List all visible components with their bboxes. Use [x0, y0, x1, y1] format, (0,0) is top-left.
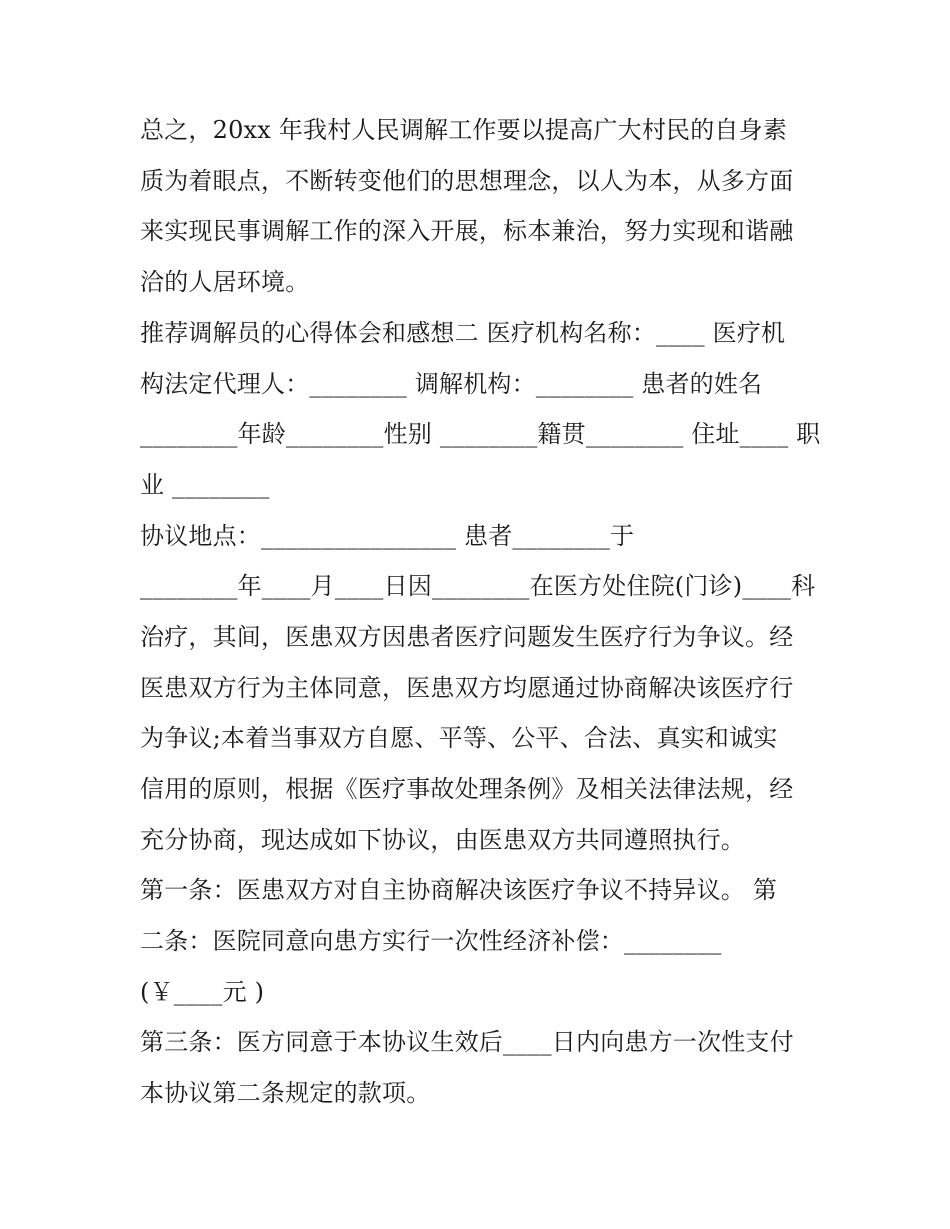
- text-line: ________年____月____日因________在医方处住院(门诊)____科: [140, 572, 816, 600]
- text-line: 充分协商，现达成如下协议，由医患双方共同遵照执行。: [140, 826, 745, 854]
- text-line: 第三条：医方同意于本协议生效后____日内向患方一次性支付: [140, 1028, 794, 1056]
- text-line: 推荐调解员的心得体会和感想二 医疗机构名称：____ 医疗机: [140, 319, 786, 347]
- text-line: 信用的原则，根据《医疗事故处理条例》及相关法律法规，经: [140, 775, 794, 803]
- text-line: 为争议;本着当事双方自愿、平等、公平、合法、真实和诚实: [140, 724, 778, 752]
- text-line: 来实现民事调解工作的深入开展，标本兼治，努力实现和谐融: [140, 217, 794, 245]
- text-line: 业 ________: [140, 471, 270, 499]
- text-line: 第一条：医患双方对自主协商解决该医疗争议不持异议。 第: [140, 876, 778, 904]
- text-line: 协议地点：________________ 患者________于: [140, 522, 635, 550]
- text-line: 治疗，其间，医患双方因患者医疗问题发生医疗行为争议。经: [140, 623, 794, 651]
- text-line: 洽的人居环境。: [140, 268, 310, 296]
- text-line: 医患双方行为主体同意，医患双方均愿通过协商解决该医疗行: [140, 674, 794, 702]
- text-line: 质为着眼点，不断转变他们的思想理念，以人为本，从多方面: [140, 167, 794, 195]
- text-line: 构法定代理人：________ 调解机构：________ 患者的姓名: [140, 370, 763, 398]
- text-line: ________年龄________性别 ________籍贯________ 住址____ 职: [140, 420, 821, 448]
- text-line: 本协议第二条规定的款项。: [140, 1079, 431, 1107]
- text-line: 总之，20xx 年我村人民调解工作要以提高广大村民的自身素: [140, 116, 788, 144]
- text-line: 二条：医院同意向患方实行一次性经济补偿：________: [140, 927, 722, 955]
- text-line: (￥____元 ): [140, 978, 265, 1006]
